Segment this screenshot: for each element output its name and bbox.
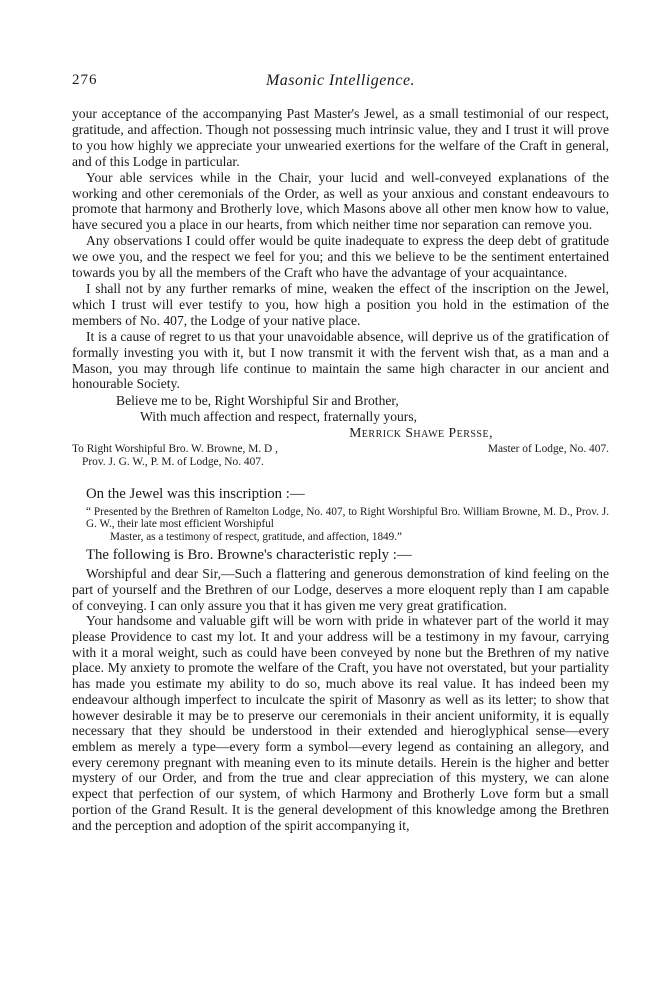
page-number: 276	[72, 72, 98, 88]
closing-line: With much affection and respect, fraternally yours,	[140, 409, 418, 425]
address-block	[72, 443, 609, 477]
reply-paragraph: Worshipful and dear Sir,—Such a flattering and generous demonstration of kind feeling on the part of yourself and the Brethren of our Lodge, deserves a more eloquent reply than I am capable of conveying. I can only assure you that it has given me very great gratification.	[72, 566, 609, 613]
addressee-line: To Right Worshipful Bro. W. Browne, M. D ,	[72, 443, 278, 456]
letter-paragraph: Your able services while in the Chair, your lucid and well-conveyed explanations of the working and other ceremonials of the Order, as well as your anxious and constant endeavours to promote that harmony and Brotherly love, which Masons above all other men know how to value, have secured you a place in our hearts, from which neither time nor separation can remove you.	[72, 169, 609, 233]
page-header	[72, 72, 609, 106]
signer-title: Master of Lodge, No. 407.	[487, 443, 609, 456]
closing-line: Believe me to be, Right Worshipful Sir and Brother,	[116, 393, 399, 409]
signature-name: Merrick Shawe Persse,	[349, 425, 493, 441]
letter-paragraph: It is a cause of regret to us that your unavoidable absence, will deprive us of the gratification of formally investing you with it, but I now transmit it with the fervent wish that, as a man and a Mason, you may through life continue to maintain the same high character in our ancient and honourable Society.	[72, 328, 609, 392]
inscription-line: “ Presented by the Brethren of Ramelton Lodge, No. 407, to Right Worshipful Bro. William Browne, M. D., Prov. J. G. W., their late most efficient Worshipful	[86, 506, 609, 531]
jewel-intro: On the Jewel was this inscription :—	[86, 486, 305, 503]
letter	[72, 106, 609, 477]
running-title: Masonic Intelligence.	[265, 72, 416, 89]
inscription-line: Master, as a testimony of respect, gratitude, and affection, 1849.”	[110, 530, 402, 543]
addressee-line: Prov. J. G. W., P. M. of Lodge, No. 407.	[82, 456, 264, 469]
reply-letter	[72, 566, 609, 833]
letter-paragraph: I shall not by any further remarks of mine, weaken the effect of the inscription on the Jewel, which I trust will ever testify to you, how high a position you hold in the estimation of the members of No. 407, the Lodge of your native place.	[72, 280, 609, 328]
letter-paragraph: your acceptance of the accompanying Past Master's Jewel, as a small testimonial of our respect, gratitude, and affection. Though not possessing much intrinsic value, they and I trust it will prove to you how highly we appreciate your unwearied exertions for the welfare of the Craft in general, and of this Lodge in particular.	[72, 106, 609, 169]
letter-paragraph: Any observations I could offer would be quite inadequate to express the deep debt of gratitude we owe you, and the respect we feel for you; and this we believe to be the sentiment entertained towards you by all the members of the Craft who have the advantage of your acquaintance.	[72, 233, 609, 281]
jewel-inscription	[72, 506, 609, 543]
reply-intro: The following is Bro. Browne's characteristic reply :—	[86, 547, 412, 564]
addressee	[72, 443, 278, 469]
reply-paragraph: Your handsome and valuable gift will be worn with pride in whatever part of the world it may please Providence to cast my lot. It and your address will be a testimony in my favour, carrying with it a moral weight, such as could have been conveyed by none but the Brethren of my native place. My anxiety to promote the welfare of the Craft, you have not overstated, but your partiality has made you estimate my ability to do so, much above its real value. It has indeed been my endeavour although imperfect to inculcate the spirit of Masonry as well as its letter; to show that however desirable it may be to preserve our ceremonials in their ancient uniformity, it is equally necessary that they should be understood in their extended and hieroglyphical sense—every emblem as merely a type—every form a symbol—every legend as containing an allegory, and every ceremony pregnant with meaning even to its minute details. Herein is the higher and better mystery of our Order, and from the true and clear appreciation of this mystery, we can alone expect that perfection of our system, of which Harmony and Brotherly Love form but a small portion of the Grand Result. It is the general development of this knowledge among the Brethren and the perception and adoption of the spirit accompanying it,	[72, 613, 609, 833]
